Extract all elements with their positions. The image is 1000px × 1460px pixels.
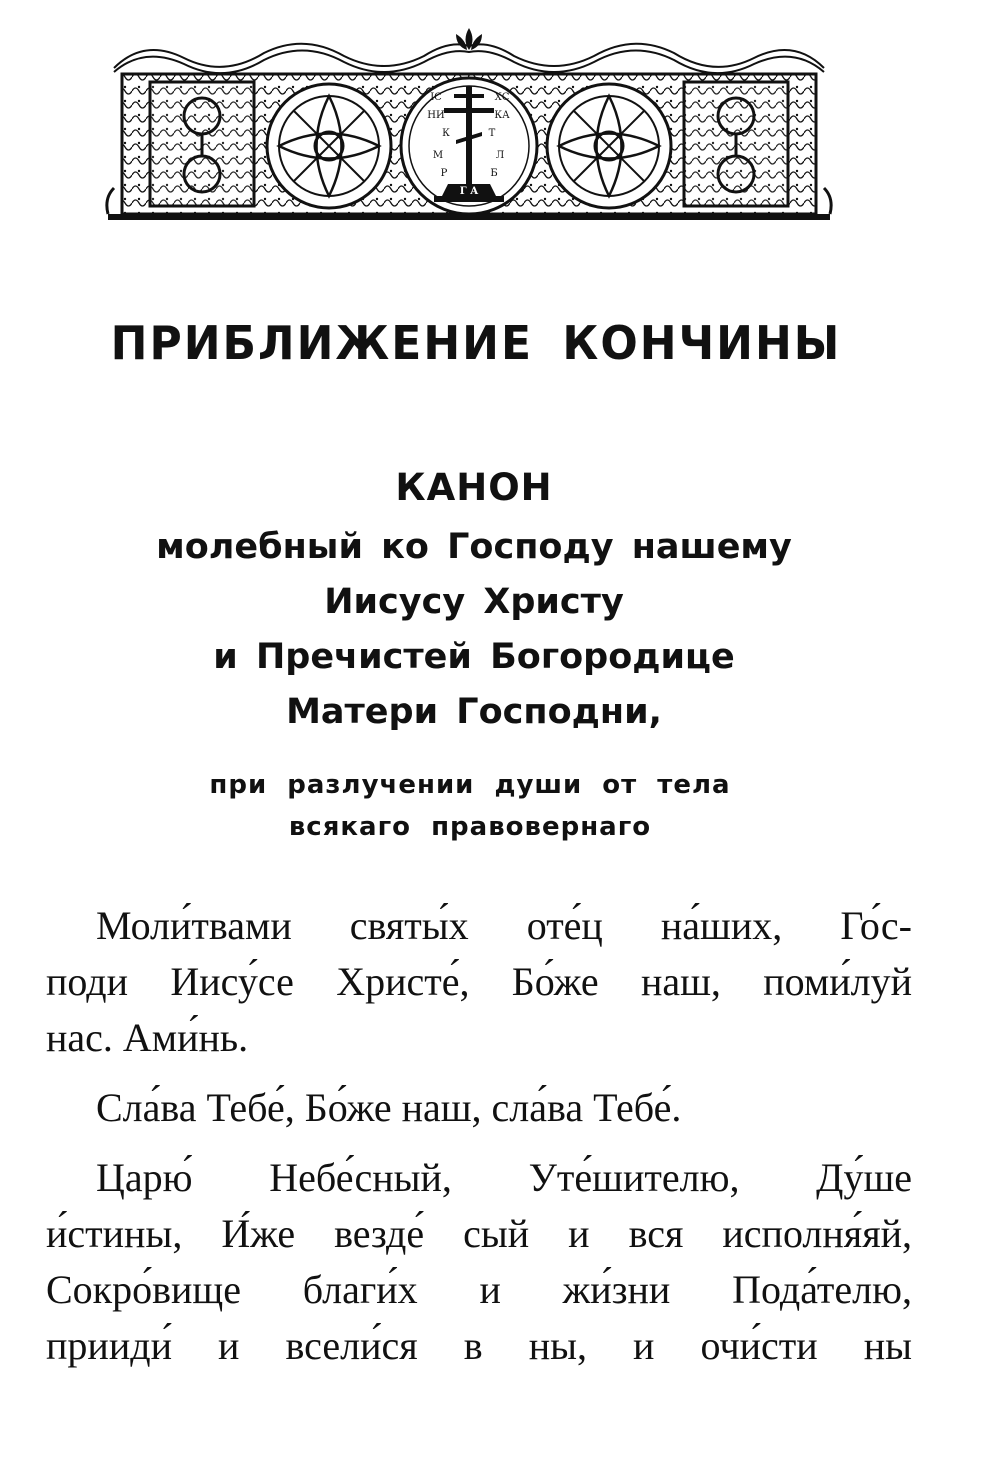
text-line: прииди́ и всели́ся в ны, и очи́сти ны xyxy=(46,1323,912,1368)
text-line: Царю́ Небе́сный, Уте́шителю, Ду́ше xyxy=(96,1155,912,1200)
page-title: ПРИБЛИЖЕНИЕ КОНЧИНЫ xyxy=(110,316,842,371)
subtitle-line: и Пречистей Богородице xyxy=(213,637,735,677)
text-line: нас. Ами́нь. xyxy=(46,1015,249,1060)
subtitle-line: Матери Господни, xyxy=(286,692,662,732)
occasion-line: при разлучении души от тела xyxy=(209,770,731,800)
medallion-letter: Б xyxy=(490,168,498,179)
occasion-line: всякаго правовернаго xyxy=(288,812,652,842)
medallion-letter: КА xyxy=(494,110,510,121)
medallion-letter: ХС xyxy=(494,92,510,103)
cross-medallion xyxy=(401,78,537,214)
canon-occasion xyxy=(0,764,940,848)
right-panel xyxy=(684,82,788,206)
medallion-letter: Л xyxy=(495,150,505,161)
left-rosette xyxy=(267,84,391,208)
text-line: Моли́твами святы́х оте́ц на́ших, Го́с- xyxy=(96,903,912,948)
medallion-letter: М xyxy=(432,150,444,161)
subtitle-line: Иисусу Христу xyxy=(324,582,624,622)
crest-flower-icon xyxy=(456,28,482,50)
prayer-paragraph xyxy=(46,1150,912,1374)
text-line: поди Иису́се Христе́, Бо́же наш, поми́луй xyxy=(46,959,912,1004)
text-line: Сла́ва Тебе́, Бо́же наш, сла́ва Тебе́. xyxy=(96,1085,682,1130)
prayer-paragraph xyxy=(46,898,912,1066)
canon-title: КАНОН xyxy=(395,466,553,509)
subtitle-line: молебный ко Господу нашему xyxy=(156,527,792,567)
medallion-letter: Р xyxy=(440,168,448,179)
canon-subtitle xyxy=(0,520,948,740)
medallion-letter: IС xyxy=(430,92,442,103)
ornamental-headpiece xyxy=(104,28,834,228)
right-rosette xyxy=(547,84,671,208)
text-line: Сокро́вище благи́х и жи́зни Пода́телю, xyxy=(46,1267,912,1312)
medallion-letter: Г А xyxy=(459,186,479,197)
medallion-letter: К xyxy=(442,128,450,139)
medallion-letter: Т xyxy=(488,128,496,139)
prayer-paragraph xyxy=(46,1080,912,1136)
prayer-text xyxy=(46,898,912,1388)
medallion-letter: НИ xyxy=(427,110,445,121)
left-panel xyxy=(150,82,254,206)
text-line: и́стины, И́же везде́ сый и вся исполня́яй, xyxy=(46,1211,912,1256)
